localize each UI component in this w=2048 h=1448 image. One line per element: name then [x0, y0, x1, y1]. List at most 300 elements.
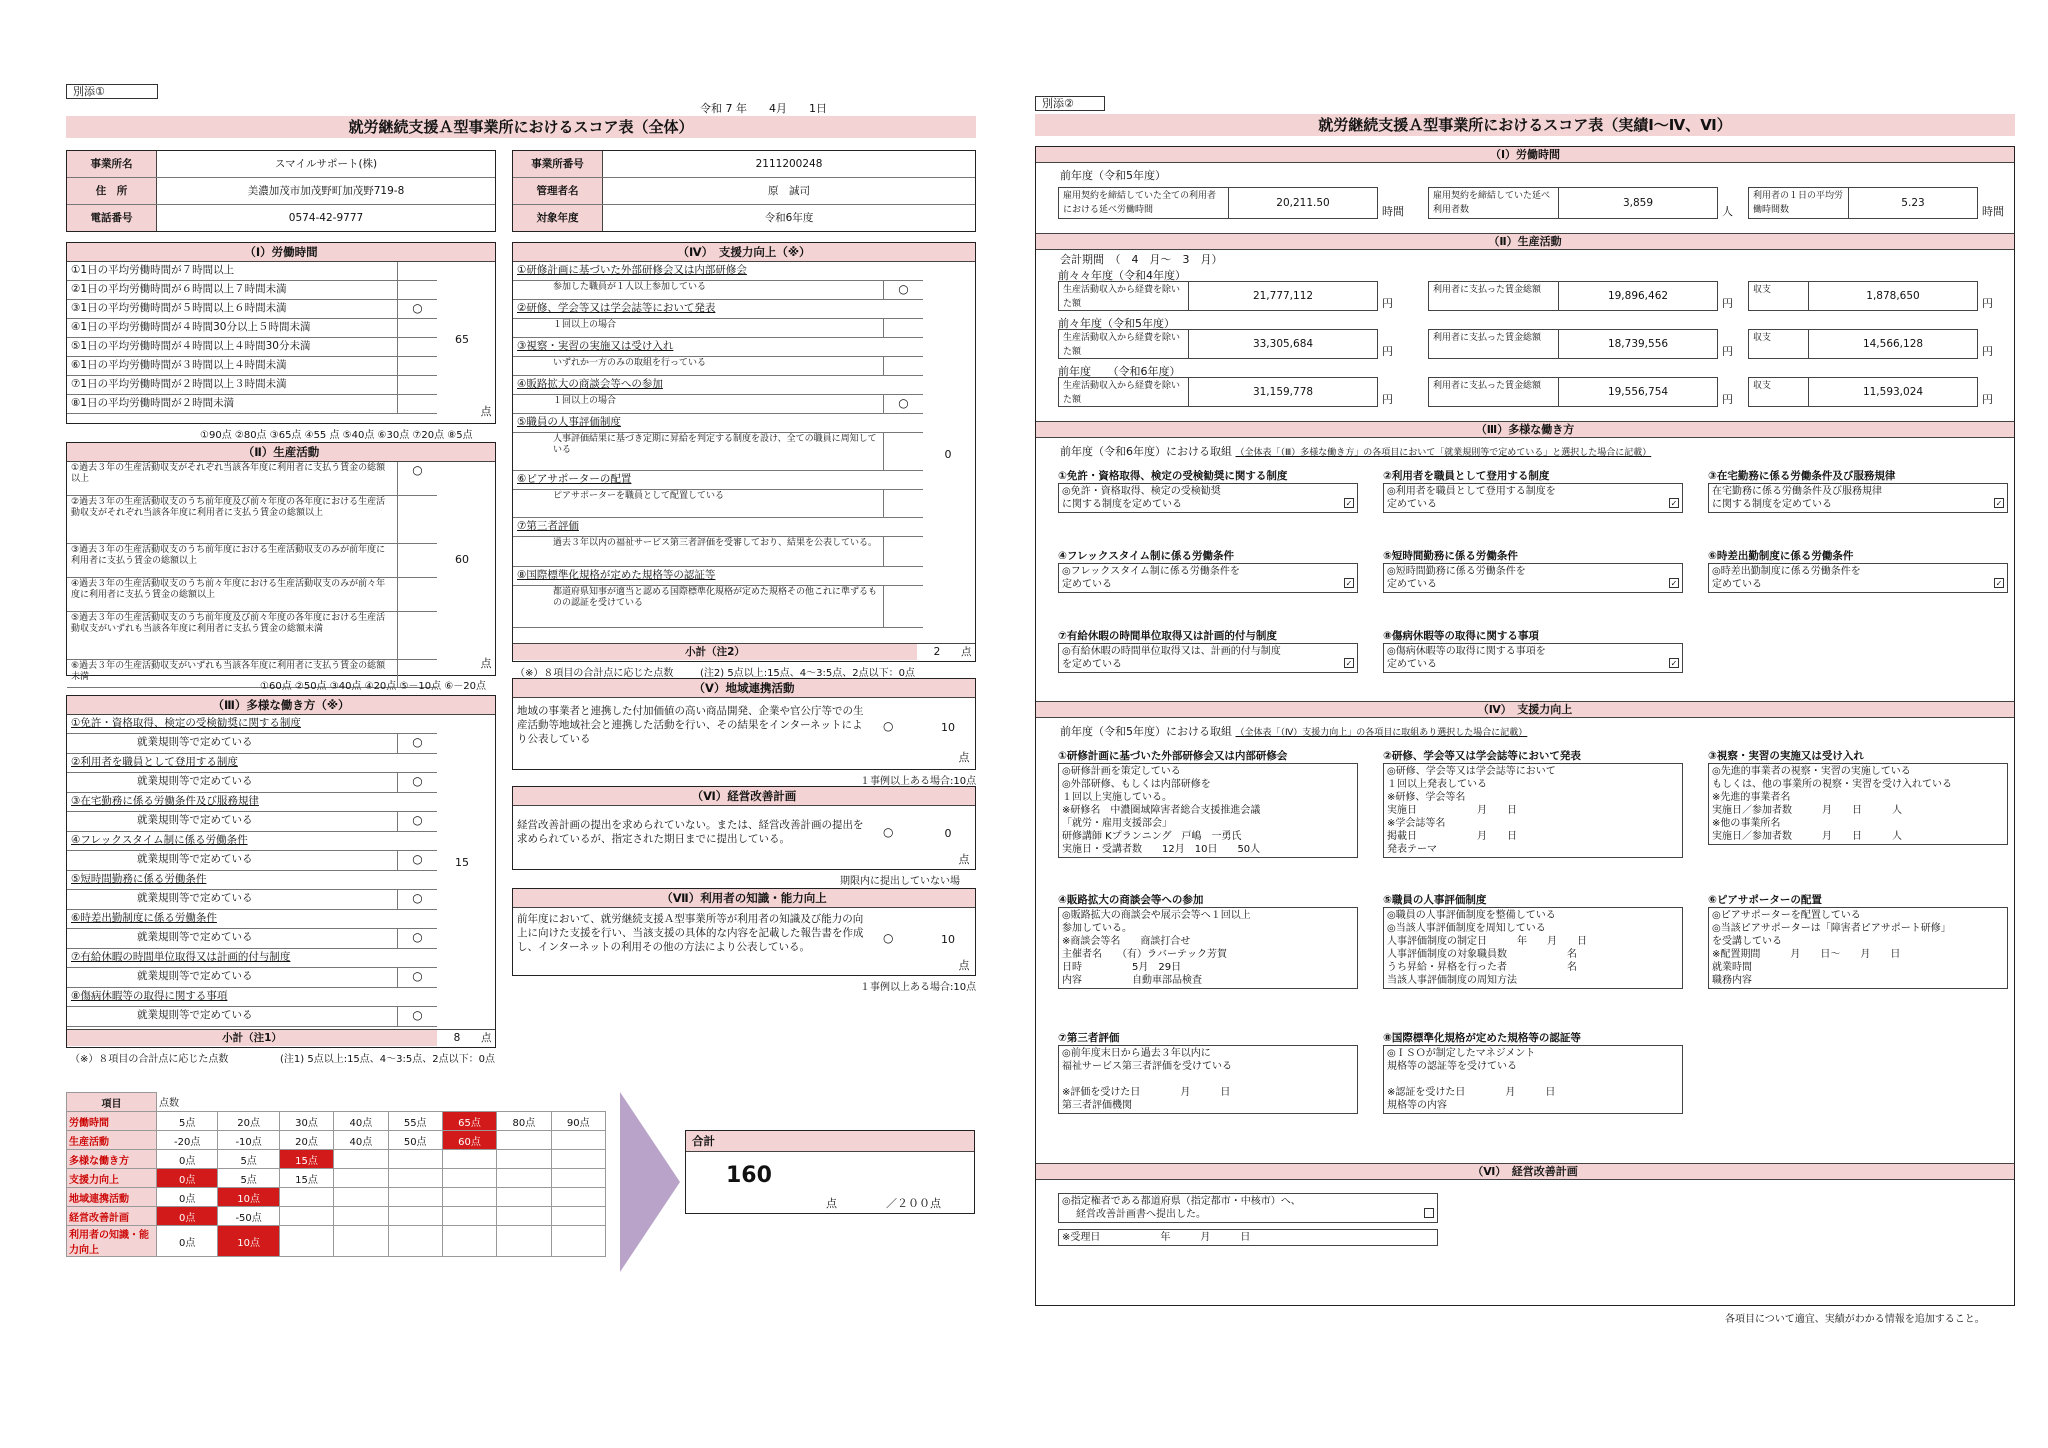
- unit-label: 点: [480, 657, 492, 670]
- list-item-title: [67, 793, 437, 812]
- checkbox[interactable]: ✓: [1670, 659, 1678, 668]
- unit-label: 円: [1382, 393, 1393, 406]
- list-item-title: [67, 910, 437, 929]
- list-item: [67, 300, 437, 319]
- item-label: ⑥過去３年の生産活動収支がいずれも当該各年度に利用者に支払う賃金の総額未満: [71, 661, 386, 682]
- item-line: ◎有給休暇の時間単位取得又は、計画的付与制度: [1062, 646, 1281, 657]
- item-line: 福祉サービス第三者評価を受けている: [1062, 1061, 1232, 1072]
- matrix-cell: 10点: [218, 1226, 279, 1257]
- list-item: [513, 319, 923, 338]
- selected-mark: ○: [397, 929, 437, 948]
- item-line: ◎先進的事業者の視察・実習の実施している: [1712, 766, 1911, 777]
- matrix-header-label: 点数: [159, 1098, 179, 1110]
- production-row: [1058, 377, 2008, 407]
- section-header: （Ⅰ）労働時間: [67, 243, 495, 262]
- manager-name: 原 誠司: [768, 185, 810, 197]
- unit-label: 点: [480, 405, 492, 418]
- item-label: ⑤過去３年の生産活動収支のうち前年度及び前々年度の各年度における生産活動収支がいずれも当該各年度に利用者に支払う賃金の総額未満: [71, 613, 386, 634]
- item-box: [1058, 643, 1358, 673]
- selected-mark: ○: [397, 890, 437, 909]
- selected-mark: [397, 357, 437, 375]
- net-income: 31,159,778: [1252, 386, 1314, 398]
- list-item: [513, 281, 923, 300]
- unit-label: 円: [1982, 297, 1993, 310]
- section-score: 10: [941, 721, 955, 734]
- matrix-cell: [551, 1169, 605, 1188]
- wages-total: 18,739,556: [1607, 338, 1669, 350]
- list-item: [67, 376, 437, 395]
- support-item: [1058, 893, 1358, 989]
- selected-mark: [397, 281, 437, 299]
- value-box: [1058, 281, 1378, 311]
- item-line: [1387, 578, 1679, 591]
- checkbox[interactable]: ✓: [1345, 659, 1353, 668]
- item-text: に関する制度を定めている: [1712, 499, 1832, 510]
- item-status: １回以上の場合: [553, 396, 617, 406]
- item-label: ⑤1日の平均労働時間が４時間以上４時間30分未満: [71, 340, 311, 352]
- list-item-title: [67, 949, 437, 968]
- matrix-cell: [497, 1131, 551, 1150]
- address: 美濃加茂市加茂野町加茂野719-8: [247, 185, 405, 197]
- item-label: ③過去３年の生産活動収支のうち前年度における生産活動収支のみが前年度に利用者に支払う賃金の総額以上: [71, 545, 386, 566]
- item-line: 日時 5月 29日: [1062, 962, 1182, 973]
- item-box: [1708, 483, 2008, 513]
- matrix-cell: 40点: [334, 1112, 388, 1131]
- selected-mark: ○: [883, 825, 894, 839]
- item-line: 主催者名 （有）ラバーテック芳賀: [1062, 949, 1227, 960]
- item-line: 第三者評価機関: [1062, 1100, 1132, 1111]
- matrix-cell: 15点: [279, 1150, 333, 1169]
- footer-note: 各項目について適宜、実績がわかる情報を追加すること。: [1725, 1314, 1985, 1325]
- item-line: 人事評価制度の対象職員数 名: [1387, 949, 1577, 960]
- section-header: （Ⅱ）生産活動: [67, 443, 495, 462]
- matrix-cell: 5点: [218, 1169, 279, 1188]
- list-item: [513, 490, 923, 518]
- section-support-improvement: [512, 242, 976, 662]
- checkbox[interactable]: ✓: [1345, 579, 1353, 588]
- item-status: 就業規則等で定めている: [137, 853, 253, 865]
- value-box: [1748, 329, 1978, 359]
- item-text: 定めている: [1387, 499, 1437, 510]
- user-count: 3,859: [1622, 197, 1654, 209]
- item-title: ⑦有給休暇の時間単位取得又は計画的付与制度: [1058, 630, 1277, 642]
- matrix-cell: [279, 1207, 333, 1226]
- production-row: [1058, 281, 2008, 311]
- list-item: [67, 357, 437, 376]
- matrix-cell: 55点: [388, 1112, 442, 1131]
- item-status: 都道府県知事が適当と認める国際標準化規格が定めた規格その他これに準ずるものの認証を受けている: [553, 587, 878, 608]
- matrix-cell: [334, 1188, 388, 1207]
- matrix-cell: -20点: [157, 1131, 218, 1150]
- checkbox[interactable]: ✓: [1670, 499, 1678, 508]
- item-label: ④1日の平均労働時間が４時間30分以上５時間未満: [71, 321, 311, 333]
- section-note: １事例以上ある場合:10点: [860, 776, 977, 787]
- item-label: ②1日の平均労働時間が６時間以上７時間未満: [71, 283, 287, 295]
- selected-mark: [883, 490, 923, 517]
- item-label: ④過去３年の生産活動収支のうち前々年度における生産活動収支のみが前々年度に利用者に支払う賃金の総額以上: [71, 579, 386, 600]
- item-line: 規格等の内容: [1387, 1100, 1447, 1111]
- item-line: を受講している: [1712, 936, 1782, 947]
- item-line: ※配置期間 月 日～ 月 日: [1712, 949, 1901, 960]
- matrix-cell: 10点: [218, 1188, 279, 1207]
- checkbox[interactable]: ✓: [1995, 579, 2003, 588]
- section-header: （Ⅲ）多様な働き方（※）: [67, 696, 495, 715]
- list-item: [67, 890, 437, 910]
- item-box: [1383, 643, 1683, 673]
- item-label: ①免許・資格取得、検定の受検勧奨に関する制度: [71, 717, 301, 729]
- item-label: ③視察・実習の実施又は受け入れ: [517, 340, 674, 352]
- item-line: ◎研修、学会等又は学会誌等において: [1387, 766, 1556, 777]
- matrix-cell: [388, 1207, 442, 1226]
- item-status: いずれか一方のみの取組を行っている: [553, 358, 707, 368]
- intro-note: （全体表「（Ⅳ）支援力向上」の各項目に取組あり選択した場合に記載）: [1235, 728, 1528, 738]
- item-line: ※他の事業所名: [1712, 818, 1781, 829]
- item-title: ⑥時差出勤制度に係る労働条件: [1708, 550, 1854, 562]
- number-label: 事業所番号: [513, 151, 603, 177]
- item-title: ⑤職員の人事評価制度: [1383, 894, 1487, 906]
- section-header: （Ⅶ）利用者の知識・能力向上: [513, 889, 975, 908]
- checkbox[interactable]: ✓: [1670, 579, 1678, 588]
- list-item: [67, 773, 437, 793]
- support-item: [1383, 1031, 1683, 1114]
- value-label: 雇用契約を締結していた延べ利用者数: [1429, 188, 1559, 218]
- item-line: 実施日 月 日: [1387, 805, 1517, 816]
- matrix-cell: [442, 1169, 496, 1188]
- item-text: に関する制度を定めている: [1062, 499, 1182, 510]
- subtotal-row: [513, 643, 975, 660]
- item-line: ◎利用者を職員として登用する制度を: [1387, 486, 1556, 497]
- matrix-row: [67, 1207, 606, 1226]
- section-header: （Ⅰ）労働時間: [1036, 147, 2014, 163]
- working-hours-values: [1058, 187, 2008, 219]
- list-item-title: [513, 518, 923, 537]
- total-box: [685, 1130, 975, 1214]
- list-item: [513, 586, 923, 628]
- section-community: [512, 678, 976, 770]
- item-line: ◎フレックスタイム制に係る労働条件を: [1062, 566, 1240, 577]
- section-score: 65: [455, 333, 469, 346]
- item-line: ◎研修計画を策定している: [1062, 766, 1181, 777]
- target-year: 令和6年度: [764, 212, 814, 224]
- selected-mark: [883, 357, 923, 375]
- selected-mark: [883, 537, 923, 566]
- item-line: ◎時差出勤制度に係る労働条件を: [1712, 566, 1861, 577]
- list-item: [67, 734, 437, 754]
- selected-mark: [883, 586, 923, 627]
- item-line: １回以上発表している: [1387, 779, 1487, 790]
- value-label: 生産活動収入から経費を除いた額: [1059, 282, 1189, 310]
- matrix-cell: 90点: [551, 1112, 605, 1131]
- item-title: ②利用者を職員として登用する制度: [1383, 470, 1550, 482]
- matrix-cell: -50点: [218, 1207, 279, 1226]
- item-box: [1058, 483, 1358, 513]
- item-line: 参加している。: [1062, 923, 1132, 934]
- unit-label: 点: [958, 959, 970, 972]
- section-note: 期限内に提出していない場: [840, 876, 960, 887]
- list-item-title: [67, 715, 437, 734]
- item-line: もしくは、他の事業所の視察・実習を受け入れている: [1712, 779, 1952, 790]
- matrix-blank: [442, 1093, 496, 1112]
- selected-mark: [397, 262, 437, 280]
- matrix-cell: 60点: [442, 1131, 496, 1150]
- support-item: [1708, 749, 2008, 845]
- checkbox[interactable]: [1424, 1208, 1434, 1218]
- item-line: ◎職員の人事評価制度を整備している: [1387, 910, 1556, 921]
- accounting-period: 会計期間 （ 4 月～ 3 月）: [1060, 253, 1223, 266]
- score-scale: ①90点 ②80点 ③65点 ④55 点 ⑤40点 ⑥30点 ⑦20点 ⑧5点: [200, 430, 473, 441]
- selected-mark: [397, 376, 437, 394]
- arrow-right-icon: [620, 1092, 680, 1272]
- section-score: 0: [944, 827, 952, 840]
- checkbox[interactable]: ✓: [1995, 499, 2003, 508]
- list-item: [67, 1007, 437, 1027]
- value-label: 収支: [1749, 330, 1809, 358]
- item-label: ⑦第三者評価: [517, 520, 579, 532]
- total-hours: 20,211.50: [1276, 197, 1330, 209]
- total-label: 合計: [686, 1131, 974, 1152]
- intro-text: 前年度（令和6年度）における取組: [1060, 445, 1232, 458]
- selected-mark: ○: [397, 734, 437, 753]
- matrix-cell: [442, 1207, 496, 1226]
- support-item: [1383, 749, 1683, 858]
- item-box: [1383, 907, 1683, 989]
- section-score: 10: [941, 933, 955, 946]
- item-label: ⑧1日の平均労働時間が２時間未満: [71, 397, 235, 409]
- list-item: [67, 851, 437, 871]
- matrix-blank: [218, 1093, 279, 1112]
- diverse-work-item: [1708, 469, 2008, 513]
- item-status: 過去３年以内の福祉サービス第三者評価を受審しており、結果を公表している。: [553, 538, 878, 548]
- item-label: ⑧国際標準化規格が定めた規格等の認証等: [517, 569, 716, 581]
- matrix-cell: [334, 1207, 388, 1226]
- item-box: [1383, 483, 1683, 513]
- matrix-row: [67, 1131, 606, 1150]
- selected-mark: ○: [397, 851, 437, 870]
- office-number: 2111200248: [755, 158, 823, 170]
- list-item-title: [513, 471, 923, 490]
- item-title: ④フレックスタイム制に係る労働条件: [1058, 550, 1235, 562]
- value-box: [1428, 329, 1718, 359]
- matrix-row-label: 労働時間: [67, 1112, 157, 1131]
- subtotal-label: 小計（注1）: [222, 1032, 282, 1044]
- selected-mark: [397, 338, 437, 356]
- list-item-title: [67, 832, 437, 851]
- office-name: スマイルサポート(株): [274, 158, 378, 170]
- unit-label: 円: [1382, 297, 1393, 310]
- item-box: [1708, 763, 2008, 845]
- selected-mark: [397, 544, 437, 577]
- item-line: ※学会誌等名: [1387, 818, 1446, 829]
- unit-label: 円: [1722, 345, 1733, 358]
- item-label: ③1日の平均労働時間が５時間以上６時間未満: [71, 302, 287, 314]
- selected-mark: ○: [883, 931, 894, 945]
- balance: 1,878,650: [1866, 290, 1920, 302]
- selected-mark: ○: [397, 968, 437, 987]
- support-item: [1058, 1031, 1358, 1114]
- item-title: ⑦第三者評価: [1058, 1032, 1120, 1044]
- matrix-cell: [497, 1226, 551, 1257]
- list-item-title: [67, 871, 437, 890]
- list-item: [67, 281, 437, 300]
- item-text: 定めている: [1712, 579, 1762, 590]
- matrix-cell: 20点: [218, 1112, 279, 1131]
- matrix-header-label: 項目: [67, 1093, 157, 1112]
- item-line: 実施日・受講者数 12月 10日 50人: [1062, 844, 1261, 855]
- item-line: 「就労・雇用支援部会」: [1062, 818, 1172, 829]
- list-item: [513, 537, 923, 567]
- item-line: [1062, 658, 1354, 671]
- item-line: ◎ＩＳＯが制定したマネジメント: [1387, 1048, 1536, 1059]
- score-scale: ①60点 ②50点 ③40点 ④20点 ⑤－10点 ⑥－20点: [260, 681, 487, 692]
- score-matrix: [66, 1092, 606, 1257]
- list-item: [513, 433, 923, 471]
- matrix-cell: [334, 1226, 388, 1257]
- r4-intro: [1060, 723, 1527, 739]
- unit-label: 時間: [1982, 205, 2004, 218]
- item-title: ⑤短時間勤務に係る労働条件: [1383, 550, 1518, 562]
- matrix-cell: [388, 1188, 442, 1207]
- section-header: （Ⅳ） 支援力向上: [1036, 701, 2014, 718]
- matrix-cell: [497, 1169, 551, 1188]
- item-line: 研修講師 Kプランニング 戸嶋 一勇氏: [1062, 831, 1242, 842]
- tel-label: 電話番号: [67, 205, 157, 231]
- matrix-cell: 0点: [157, 1150, 218, 1169]
- item-text: 定めている: [1387, 579, 1437, 590]
- diverse-work-item: [1708, 549, 2008, 593]
- intro-note: （全体表「（Ⅲ）多様な働き方」の各項目において「就業規則等で定めている」と選択した場合に記載）: [1235, 448, 1652, 458]
- value-label: 利用者に支払った賃金総額: [1429, 282, 1559, 310]
- matrix-cell: [551, 1207, 605, 1226]
- list-item: [67, 968, 437, 988]
- item-label: ④販路拡大の商談会等への参加: [517, 378, 663, 390]
- item-line: [1062, 498, 1354, 511]
- checkbox[interactable]: ✓: [1345, 499, 1353, 508]
- matrix-cell: [551, 1188, 605, 1207]
- section-production: [66, 442, 496, 682]
- value-label: 利用者の１日の平均労働時間数: [1749, 188, 1849, 218]
- unit-label: 点: [477, 1030, 495, 1046]
- matrix-cell: [551, 1150, 605, 1169]
- page-title: 就労継続支援Ａ型事業所におけるスコア表（実績Ⅰ～Ⅳ、Ⅵ）: [1035, 114, 2015, 136]
- item-title: ①研修計画に基づいた外部研修会又は内部研修会: [1058, 750, 1288, 762]
- list-item-title: [67, 754, 437, 773]
- net-income: 21,777,112: [1252, 290, 1314, 302]
- unit-label: 点: [957, 644, 975, 660]
- subtotal-value: 8: [437, 1030, 477, 1046]
- selected-mark: ○: [397, 1007, 437, 1026]
- unit-label: 人: [1722, 205, 1733, 218]
- item-line: 人事評価制度の制定日 年 月 日: [1387, 936, 1587, 947]
- address-label: 住 所: [67, 178, 157, 204]
- support-item: [1058, 749, 1358, 858]
- matrix-row: [67, 1112, 606, 1131]
- wages-total: 19,556,754: [1607, 386, 1669, 398]
- wages-total: 19,896,462: [1607, 290, 1669, 302]
- item-text: 定めている: [1062, 579, 1112, 590]
- item-box: [1383, 1045, 1683, 1114]
- document-date: 令和 7 年 4月 1日: [700, 102, 827, 115]
- tel: 0574-42-9777: [288, 212, 364, 224]
- matrix-row: [67, 1150, 606, 1169]
- item-line: ◎傷病休暇等の取得に関する事項を: [1387, 646, 1546, 657]
- item-label: ①過去３年の生産活動収支がそれぞれ当該各年度に利用者に支払う賃金の総額以上: [71, 463, 386, 484]
- value-box: [1428, 281, 1718, 311]
- balance: 14,566,128: [1862, 338, 1924, 350]
- item-line: 就業時間: [1712, 962, 1752, 973]
- matrix-row-label: 利用者の知識・能力向上: [67, 1226, 157, 1257]
- matrix-row-label: 支援力向上: [67, 1169, 157, 1188]
- item-label: ⑤短時間勤務に係る労働条件: [71, 873, 207, 885]
- item-status: 就業規則等で定めている: [137, 970, 253, 982]
- item-status: 就業規則等で定めている: [137, 775, 253, 787]
- item-box: [1708, 907, 2008, 989]
- item-status: 就業規則等で定めている: [137, 931, 253, 943]
- matrix-cell: 5点: [157, 1112, 218, 1131]
- selected-mark: [397, 395, 437, 413]
- matrix-row: [67, 1169, 606, 1188]
- item-status: ピアサポーターを職員として配置している: [553, 491, 725, 501]
- section-header: （Ⅴ）地域連携活動: [513, 679, 975, 698]
- matrix-header: [67, 1093, 606, 1112]
- section-text: 地域の事業者と連携した付加価値の高い商品開発、企業や官公庁等での生産活動等地域社会と連携した活動を行い、その結果をインターネットにより公表している: [517, 705, 864, 745]
- item-line: ◎ピアサポーターを配置している: [1712, 910, 1861, 921]
- plan-line: ◎指定権者である都道府県（指定都市・中核市）へ、: [1062, 1196, 1301, 1207]
- matrix-cell: [497, 1207, 551, 1226]
- item-status: 就業規則等で定めている: [137, 736, 253, 748]
- matrix-cell: [551, 1131, 605, 1150]
- net-income: 33,305,684: [1252, 338, 1314, 350]
- list-item: [67, 578, 437, 612]
- matrix-row-label: 経営改善計画: [67, 1207, 157, 1226]
- item-label: ⑦1日の平均労働時間が２時間以上３時間未満: [71, 378, 287, 390]
- matrix-row-label: 生産活動: [67, 1131, 157, 1150]
- year-label: 前年度 （令和6年度）: [1058, 365, 1181, 378]
- item-line: 発表テーマ: [1387, 844, 1437, 855]
- section-note: １事例以上ある場合:10点: [860, 982, 977, 993]
- value-box: [1748, 281, 1978, 311]
- item-label: ②過去３年の生産活動収支のうち前年度及び前々年度の各年度における生産活動収支がそれぞれ当該各年度に利用者に支払う賃金の総額以上: [71, 497, 386, 518]
- item-line: 職務内容: [1712, 975, 1752, 986]
- list-item-title: [513, 414, 923, 433]
- section-note: （※）８項目の合計点に応じた点数: [70, 1054, 229, 1065]
- intro-text: 前年度（令和5年度）における取組: [1060, 725, 1232, 738]
- section-header: （Ⅵ）経営改善計画: [513, 787, 975, 806]
- item-label: ①研修計画に基づいた外部研修会又は内部研修会: [517, 264, 747, 276]
- matrix-row: [67, 1226, 606, 1257]
- diverse-work-item: [1058, 629, 1358, 673]
- selected-mark: ○: [883, 719, 894, 733]
- list-item: [67, 262, 437, 281]
- section-management-plan: [512, 786, 976, 870]
- section-header: （Ⅳ） 支援力向上（※）: [513, 243, 975, 262]
- diverse-work-item: [1383, 629, 1683, 673]
- unit-label: 円: [1722, 393, 1733, 406]
- list-item: [67, 462, 437, 496]
- item-line: ◎前年度末日から過去３年以内に: [1062, 1048, 1211, 1059]
- detail-frame: [1035, 146, 2015, 1306]
- matrix-cell: [388, 1169, 442, 1188]
- matrix-row-label: 地域連携活動: [67, 1188, 157, 1207]
- office-label: 事業所名: [67, 151, 157, 177]
- list-item: [67, 812, 437, 832]
- diverse-work-item: [1383, 469, 1683, 513]
- item-line: ◎販路拡大の商談会や展示会等へ１回以上: [1062, 910, 1251, 921]
- item-line: ◎免許・資格取得、検定の受検勧奨: [1062, 486, 1221, 497]
- value-label: 利用者に支払った賃金総額: [1429, 330, 1559, 358]
- matrix-cell: [279, 1188, 333, 1207]
- subtotal-value: 2: [917, 644, 957, 660]
- matrix-cell: [279, 1226, 333, 1257]
